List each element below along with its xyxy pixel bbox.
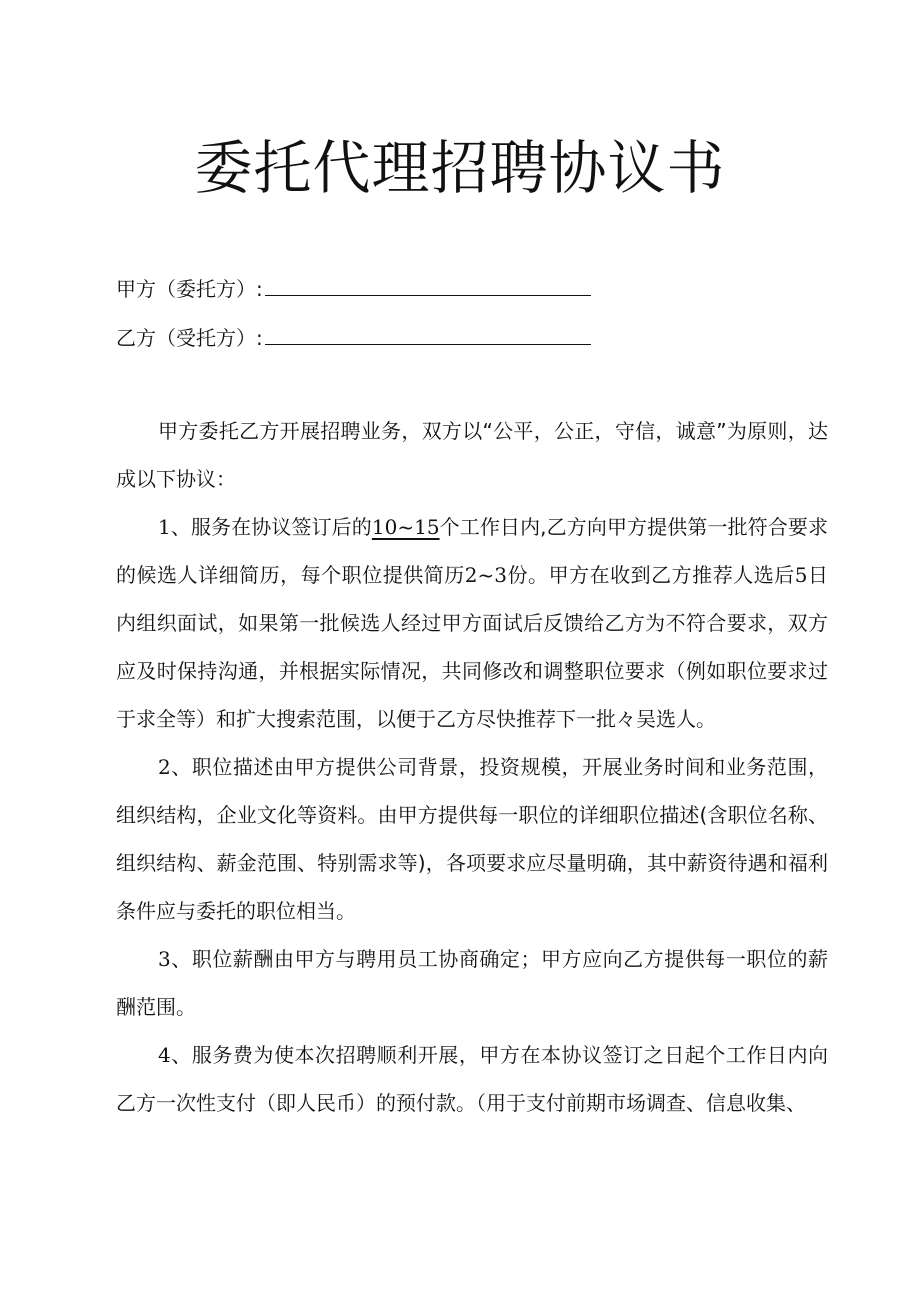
party-a-line: [116, 275, 591, 303]
party-b-blank: [265, 324, 591, 345]
clause-1-number: 1: [158, 515, 171, 539]
clause-4: [116, 1031, 828, 1127]
clause-1-text-c: 份。甲方在收到乙方推荐人选后: [507, 563, 795, 587]
intro-paragraph: 甲方委托乙方开展招聘业务，双方以“公平，公正，守信，诚意”为原则，达成以下协议：: [116, 419, 828, 491]
clause-3: [116, 935, 828, 1031]
party-b-label: 乙方（受托方）:: [116, 326, 263, 350]
clause-1-resume-range: 2~3: [464, 563, 508, 587]
clause-2: [116, 743, 828, 935]
clause-1: [116, 503, 828, 743]
clause-1-text-d: 日内组织面试，如果第一批候选人经过甲方面试后反馈给乙方为不符合要求，双方应及时保持沟通，并根据实际情况，共同修改和调整职位要求（例如职位要求过于求全等）和扩大搜索范围，以便于乙方尽快推荐下一批々吴选人。: [116, 563, 829, 731]
party-a-blank: [265, 275, 591, 296]
clause-1-interview-days: 5: [794, 563, 808, 587]
party-a-label: 甲方（委托方）:: [116, 277, 263, 301]
document-title: 委托代理招聘协议书: [194, 134, 726, 202]
clause-4-text: 、服务费为使本次招聘顺利开展，甲方在本协议签订之日起个工作日内向乙方一次性支付（即人民币）的预付款。（用于支付前期市场调查、信息收集、: [116, 1043, 828, 1115]
party-b-line: [116, 324, 591, 352]
clause-1-days-range: 10~15: [371, 515, 440, 539]
clause-1-text-b: 个工作日内,乙方向甲方提供第一批符合要求的候选人详细简历，每个职位提供简历: [116, 515, 829, 587]
clause-3-number: 3: [158, 947, 171, 971]
clause-4-number: 4: [158, 1043, 171, 1067]
clause-2-number: 2: [158, 755, 171, 779]
clause-2-text: 、职位描述由甲方提供公司背景，投资规模，开展业务时间和业务范围，组织结构，企业文化等资料。由甲方提供每一职位的详细职位描述(含职位名称、组织结构、薪金范围、特别需求等)，各项要求应尽量明确，其中薪资待遇和福利条件应与委托的职位相当。: [116, 755, 828, 923]
clause-1-text-a: 、服务在协议签订后的: [170, 515, 372, 539]
clause-3-text: 、职位薪酬由甲方与聘用员工协商确定；甲方应向乙方提供每一职位的薪酬范围。: [116, 947, 828, 1019]
